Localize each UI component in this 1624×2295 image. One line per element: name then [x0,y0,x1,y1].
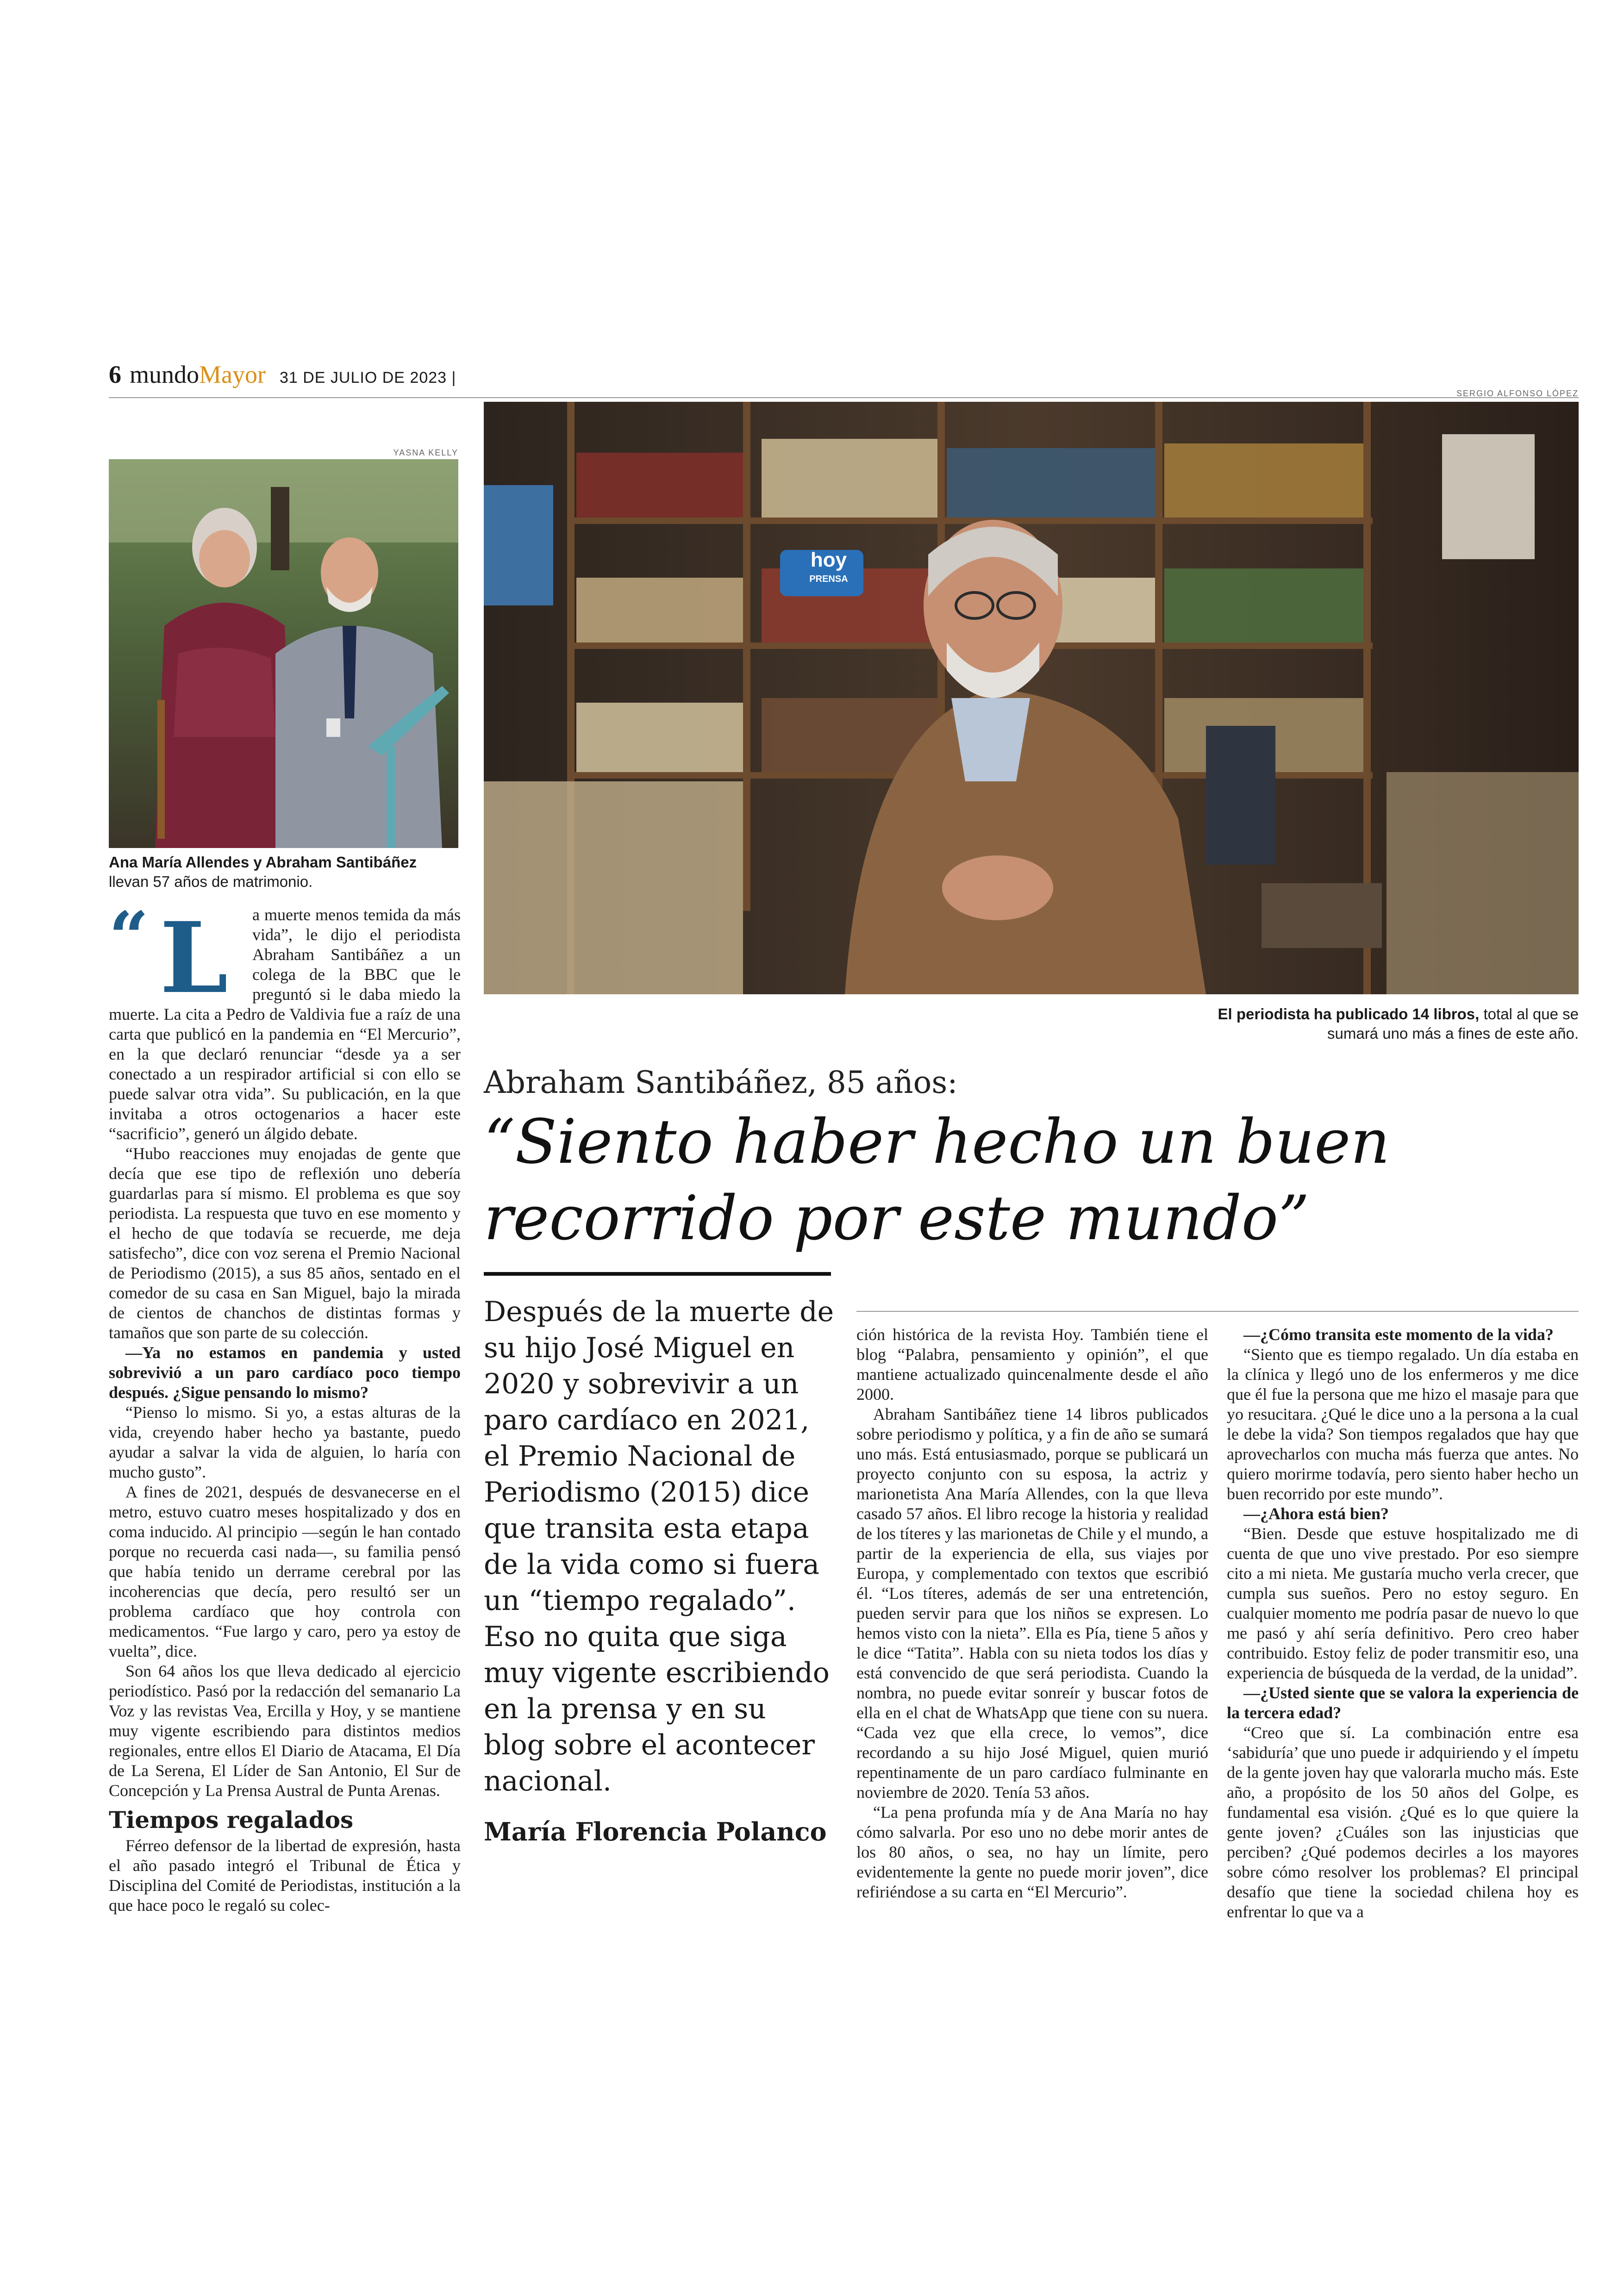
interview-question: —¿Cómo transita este momento de la vida? [1243,1325,1554,1344]
hoy-sign-subtext: PRENSA [809,574,848,584]
article-kicker: Abraham Santibáñez, 85 años: [484,1065,958,1100]
dropcap-quote: “ [109,897,149,978]
paragraph: Son 64 años los que lleva dedicado al ejercicio periodístico. Pasó por la redacción del semanario La Voz y las revistas Vea, Ercilla y Hoy, y se mantiene muy vigente escribiendo para distintos medios regionales, entre ellos El Diario de Atacama, El Día de La Serena, El Líder de San Antonio, El Sur de Concepción y La Prensa Austral de Punta Arenas. [109,1662,461,1800]
paragraph: “Pienso lo mismo. Si yo, a estas alturas de la vida, creyendo haber hecho ya bastante, puedo ayudar a salvar la vida de alguien, lo haría con mucho gusto”. [109,1403,461,1481]
interview-question: —Ya no estamos en pandemia y usted sobrevivió a un paro cardíaco poco tiempo después. ¿Sigue pensando lo mismo? [109,1343,461,1402]
paragraph: “Siento que es tiempo regalado. Un día estaba en la clínica y llegó uno de los enfermeros y me dice que él fue la persona que me hizo el masaje para que yo resucitara. ¿Qué le dice uno a la persona a la cual le debe la vida? Son tiempos regalados que hay que aprovecharlos con mucha más fuerza que antes. No quiero morirme todavía, pero siento haber hecho un buen recorrido por este mundo”. [1227,1345,1579,1503]
interview-question: —¿Usted siente que se valora la experiencia de la tercera edad? [1227,1684,1579,1722]
page-number: 6 [109,361,121,388]
hoy-sign-text: hoy [810,549,847,571]
column-1 [109,897,461,1915]
main-photo [484,402,1579,994]
column-4 [1227,1325,1579,1922]
lead-paragraph: a muerte menos temida da más vida”, le dijo el periodista Abraham Santibáñez a un colega de la BBC que le preguntó si le daba miedo la muerte. La cita a Pedro de Valdivia fue a raíz de una carta que publicó en la pandemia en “El Mercurio”, en la que declaró renunciar “desde ya a ser conectado a un respirador artificial si con ello se puede salvar otra vida”. Su publicación, en la que invitaba a otros octogenarios a hacer este “sacrificio”, generó un álgido debate. [109,905,461,1143]
article-headline: “Siento haber hecho un buen recorrido por este mundo” [484,1106,1390,1254]
paragraph: Férreo defensor de la libertad de expresión, hasta el año pasado integró el Tribunal de Ética y Disciplina del Comité de Periodistas, institución a la que hace poco le regaló su colec- [109,1836,461,1915]
couple-photo [109,459,458,848]
article-deck: Después de la muerte de su hijo José Miguel en 2020 y sobrevivir a un paro cardíaco en 2021, el Premio Nacional de Periodismo (2015) dice que transita esta etapa de la vida como si fuera un “tiempo regalado”. Eso no quita que siga muy vigente escribiendo en la prensa y en su blog sobre el acontecer nacional. [484,1296,834,1797]
paragraph: ción histórica de la revista Hoy. También tiene el blog “Palabra, pensamiento y opinión”, el que mantiene actualizado quincenalmente desde el año 2000. [856,1325,1208,1403]
caption-bold: Ana María Allendes y Abraham Santibáñez [109,854,417,871]
column-rule [856,1311,1579,1312]
section-name-accent: Mayor [199,361,266,388]
section-name: mundo [130,361,200,388]
main-photo-credit: SERGIO ALFONSO LÓPEZ [1456,389,1579,398]
small-photo-credit: YASNA KELLY [393,448,458,457]
paragraph: “Creo que sí. La combinación entre esa ‘sabiduría’ que uno puede ir adquiriendo y el ímpetu de la gente joven hay que valorarla mucho más. Este año, a propósito de los 50 años del Golpe, es fundamental esa visión. ¿Qué es lo que quiere la gente joven? ¿Cuáles son las injusticias que perciben? ¿Qué podemos decirles a los mayores sobre cómo resolver los problemas? El principal desafío que tiene la sociedad chilena hoy es enfrentar lo que va a [1227,1723,1579,1921]
headline-rule [484,1272,831,1276]
caption-text: llevan 57 años de matrimonio. [109,873,313,890]
paragraph: “La pena profunda mía y de Ana María no hay cómo salvarla. Por eso uno no debe morir antes de los 80 años, o sea, no hay un límite, pero evidentemente la gente no puede morir joven”, dice refiriéndose a su carta en “El Mercurio”. [856,1803,1208,1901]
dropcap-letter: L [160,901,228,1015]
main-photo-caption [1204,1004,1579,1043]
byline: María Florencia Polanco [484,1817,827,1846]
caption-bold: El periodista ha publicado 14 libros, [1218,1005,1480,1023]
masthead [109,360,456,393]
paragraph: Abraham Santibáñez tiene 14 libros publicados sobre periodismo y política, y a fin de año se sumará uno más. Está entusiasmado, porque se publicará un proyecto conjunto con su esposa, la actriz y marionetista Ana María Allendes, con la que lleva casado 57 años. El libro recoge la historia y realidad de los títeres y las marionetas de Chile y el mundo, a partir de la experiencia de ella, sus viajes por Europa, y complementado con textos que escribió él. “Los títeres, además de ser una entretención, pueden servir para que los niños se expresen. Lo hemos visto con la nieta”. Ella es Pía, tiene 5 años y le dice “Tatita”. Habla con su nieta todos los días y está convencido de que será periodista. Cuando la nombra, no puede evitar sonreír y buscar fotos de ella en el chat de WhatsApp que tiene con su nuera. “Cada vez que ella crece, lo vemos”, dice recordando a su hijo José Miguel, quien murió repentinamente de un paro cardíaco fulminante en noviembre de 2020. Tenía 53 años. [856,1405,1208,1802]
caption-text: total al que se sumará uno más a fines de este año. [1327,1005,1579,1042]
paragraph: “Hubo reacciones muy enojadas de gente que decía que ese tipo de reflexión uno debería guardarlas para sí mismo. El problema es que soy periodista. La respuesta que tuvo en ese momento y el hecho de que todavía se recuerde, me deja satisfecho”, dice con voz serena el Premio Nacional de Periodismo (2015), a sus 85 años, sentado en el comedor de su casa en San Miguel, bajo la mirada de cientos de chanchos de distintas formas y tamaños que son parte de su colección. [109,1144,461,1342]
paragraph: A fines de 2021, después de desvanecerse en el metro, estuvo cuatro meses hospitalizado y dos en coma inducido. Al principio —según le han contado porque no recuerda casi nada—, su familia pensó que había tenido un derrame cerebral por las incoherencias que decía, pero resultó ser un problema cardíaco que hoy controla con medicamentos. “Fue largo y caro, pero ya estoy de vuelta”, dice. [109,1483,461,1660]
paragraph: “Bien. Desde que estuve hospitalizado me di cuenta de que uno vive prestado. Por eso siempre cito a mi nieta. Me gustaría mucho verla crecer, que cumpla sus sueños. Pero no estoy seguro. En cualquier momento me podría pasar de nuevo lo que me pasó y ahí sería definitivo. Pero creo haber contribuido. Estoy feliz de poder transmitir eso, una experiencia de búsqueda de la verdad, de la unidad”. [1227,1524,1579,1682]
column-3 [856,1325,1208,1902]
small-photo-caption [109,853,461,892]
issue-date: 31 DE JULIO DE 2023 | [279,369,456,387]
dropcap-space [109,897,252,1000]
header-rule [109,397,1579,398]
interview-question: —¿Ahora está bien? [1243,1504,1389,1523]
subheading: Tiempos regalados [109,1806,354,1834]
